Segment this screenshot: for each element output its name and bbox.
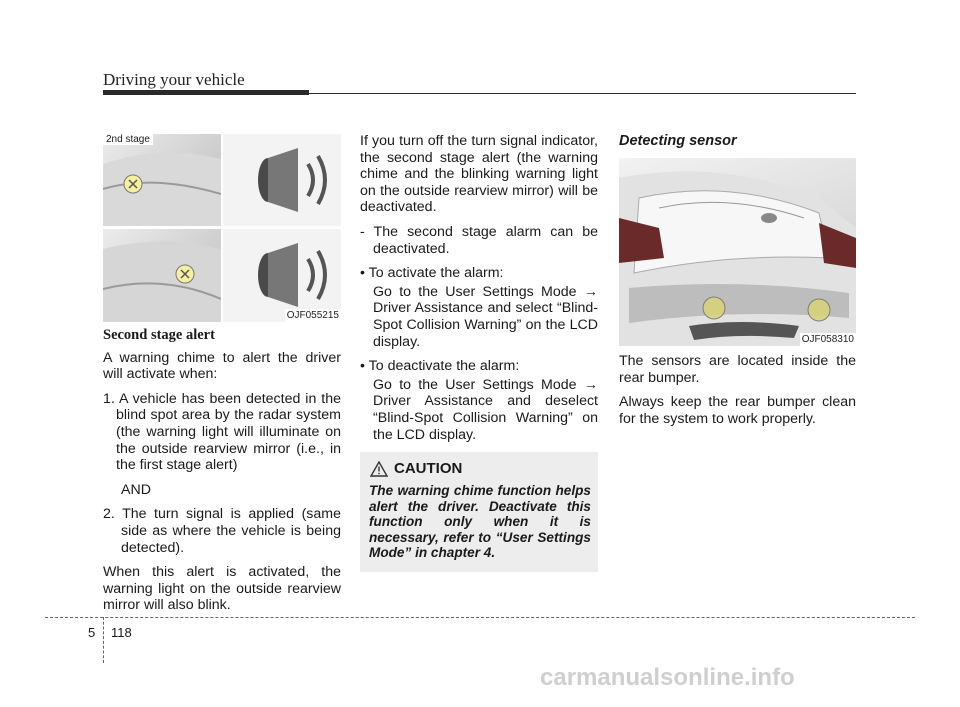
figure-second-stage [103,134,341,322]
mirror-top-svg [103,134,221,226]
activate-title: • To activate the alarm: [360,265,504,282]
header-rule-thick [103,90,309,95]
header-rule-thin [309,93,856,94]
intro-paragraph: If you turn off the turn signal indicator, the second stage alert (the warning chime and the blinking warning light on the outside rearview mirror) will be deactivated. [360,133,598,216]
watermark: carmanualsonline.info [540,664,795,691]
and-text: AND [121,481,151,498]
footer-rule [45,617,915,618]
stage-label: 2nd stage [103,134,153,145]
column-1 [103,327,341,622]
sensor-location-paragraph: The sensors are located inside the rear bumper. [619,353,856,386]
page-header-title: Driving your vehicle [103,70,245,89]
detecting-sensor-heading: Detecting sensor [619,133,737,149]
caution-box [360,452,598,572]
chapter-number: 5 [88,625,96,640]
car-rear-svg [619,158,856,346]
column-2 [360,133,598,451]
caution-title: CAUTION [394,460,463,477]
deactivate-title: • To deactivate the alarm: [360,358,520,375]
intro-paragraph: A warning chime to alert the driver will activate when: [103,349,341,383]
closing-paragraph: When this alert is activated, the warning light on the outside rearview mirror will also blink. [103,564,341,614]
deactivate-body: Go to the User Settings Mode → Driver Assistance and deselect “Blind-Spot Collision Warning” on the LCD display. [373,376,598,443]
page-number: 118 [111,625,132,640]
column-3-text [619,353,856,435]
car-logo-icon [761,213,777,223]
warning-triangle-icon [370,461,388,477]
speaker-image-top [223,134,341,226]
speaker-icon [223,134,341,226]
dash-item: - The second stage alarm can be deactivated. [360,223,598,257]
left-sensor-icon [703,297,725,319]
right-sensor-icon [808,299,830,321]
mirror-bottom-svg [103,229,221,322]
list-item-1: 1. A vehicle has been detected in the blind spot area by the radar system (the warning light will illuminate on the outside rearview mirror (i.e., in the first stage alert) [103,390,341,474]
list-item-2: 2. The turn signal is applied (same side as where the vehicle is being detected). [103,506,341,556]
bumper-clean-paragraph: Always keep the rear bumper clean for the system to work properly. [619,394,856,427]
figure-code: OJF055215 [286,310,339,321]
footer-divider [103,617,104,663]
figure-code: OJF058310 [801,334,854,345]
activate-body: Go to the User Settings Mode → Driver Assistance and select “Blind-Spot Collision Warning” on the LCD display. [373,283,598,350]
caution-header [370,460,462,477]
figure-rear-bumper [619,158,856,346]
mirror-image-top [103,134,221,226]
caution-body: The warning chime function helps alert the driver. Deactivate this function only when it is necessary, refer to “User Settings Mode” in chapter 4. [369,483,591,561]
mirror-image-bottom [103,229,221,322]
section-heading: Second stage alert [103,327,215,343]
